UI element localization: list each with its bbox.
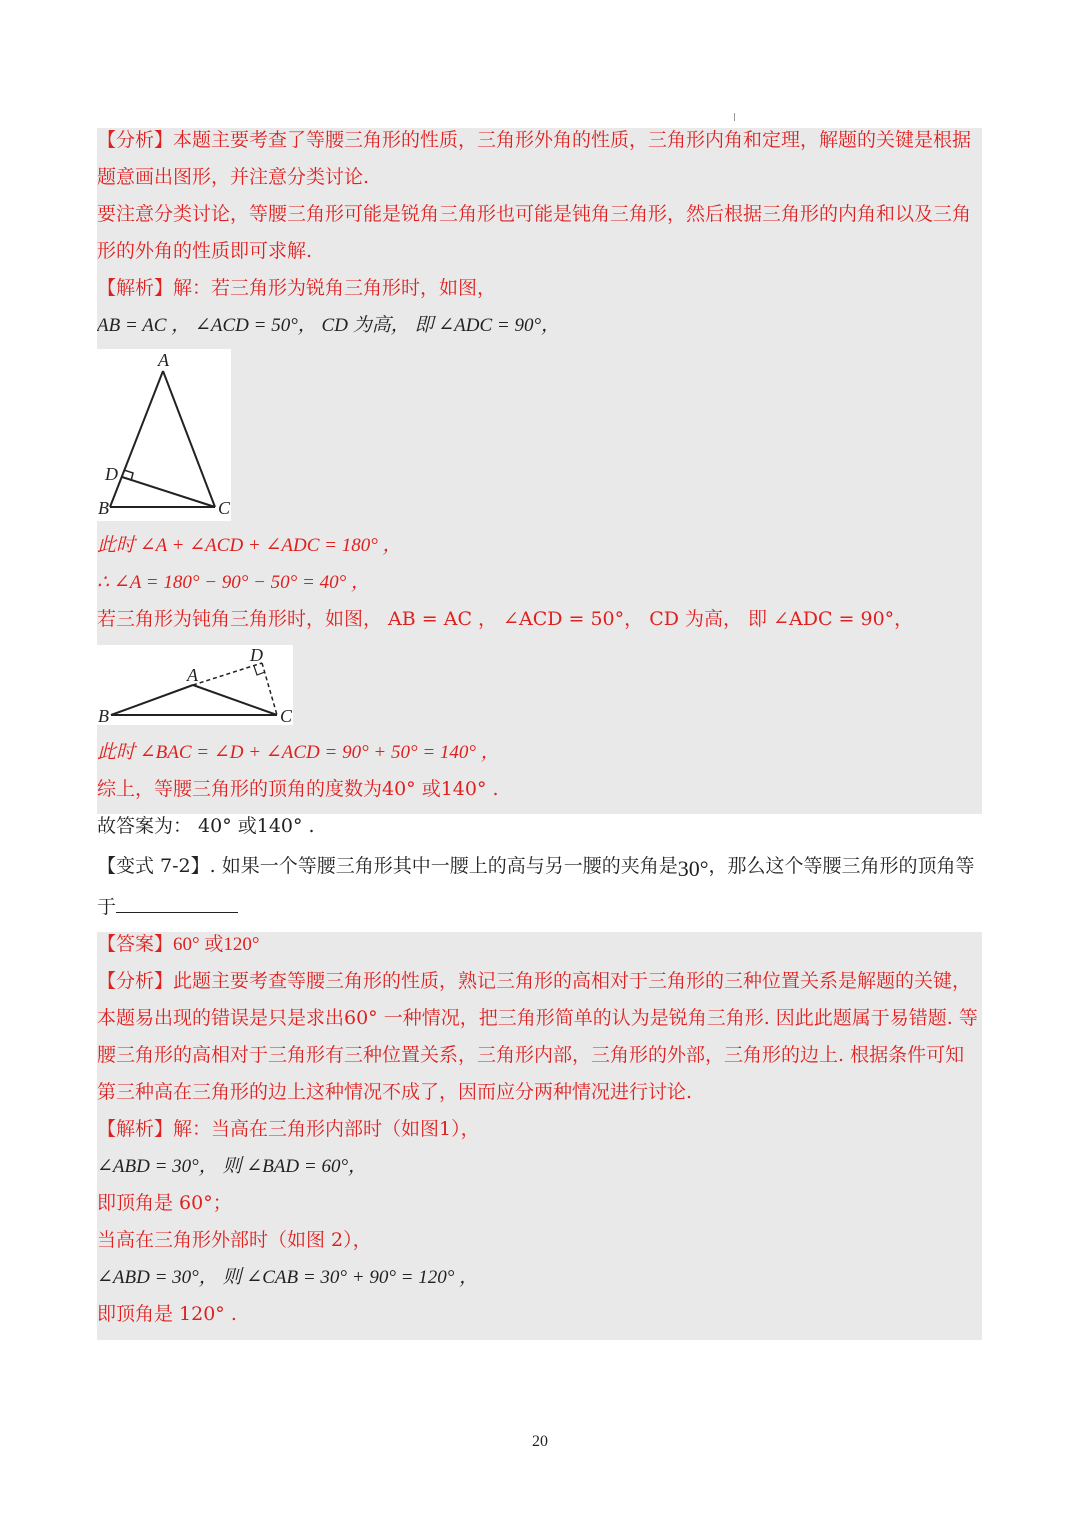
answer-tag: 【答案】 — [97, 933, 174, 955]
fig1-label-b: B — [98, 498, 109, 518]
figure-obtuse-triangle — [97, 645, 293, 725]
step-line-5: 综上，等腰三角形的顶角的度数为40° 或140° . — [97, 778, 499, 800]
analysis-line-4: 形的外角的性质即可求解. — [97, 240, 313, 262]
analysis2-line-4: 第三种高在三角形的边上这种情况不成了，因而应分两种情况进行讨论. — [97, 1081, 693, 1103]
solution2-line-4: 当高在三角形外部时（如图 2）， — [97, 1229, 372, 1251]
fig1-label-a: A — [158, 350, 169, 370]
fig2-label-a: A — [187, 665, 198, 685]
analysis2-tag: 【分析】 — [97, 970, 174, 992]
solution2-line-2: ∠ABD = 30°， 则 ∠BAD = 60°， — [97, 1156, 368, 1177]
step-line-1: 此时 ∠A + ∠ACD + ∠ADC = 180° ， — [97, 535, 402, 556]
page-mark — [734, 113, 735, 121]
step-line-4: 此时 ∠BAC = ∠D + ∠ACD = 90° + 50° = 140° ， — [97, 742, 500, 763]
fig1-label-d: D — [105, 464, 118, 484]
question-tag: 【变式 7-2】 — [97, 855, 210, 877]
page-number: 20 — [532, 1433, 548, 1450]
analysis2-line-3: 腰三角形的高相对于三角形有三种位置关系，三角形内部，三角形的外部，三角形的边上. 根据条件可知 — [97, 1044, 965, 1066]
figure-acute-triangle — [97, 349, 231, 521]
question-line-1: 【变式 7-2】. 如果一个等腰三角形其中一腰上的高与另一腰的夹角是30°，那么这个等腰三角形的顶角等 — [97, 855, 975, 881]
step-line-3: 若三角形为钝角三角形时，如图， AB = AC ， ∠ACD = 50°， CD 为高， 即 ∠ADC = 90°， — [97, 608, 914, 630]
answer-tag-line — [97, 926, 982, 963]
answer-value: 60° 或120° — [173, 934, 260, 955]
analysis-line-1: 【分析】本题主要考查了等腰三角形的性质，三角形外角的性质，三角形内角和定理，解题的关键是根据 — [97, 129, 972, 151]
analysis-tag: 【分析】 — [97, 129, 174, 151]
solution2-line-6: 即顶角是 120° . — [97, 1303, 237, 1325]
fig1-label-c: C — [218, 498, 231, 518]
question-line-2: 于 — [97, 889, 982, 926]
fig2-label-b: B — [98, 706, 109, 725]
acute-triangle-svg — [97, 349, 231, 521]
solution-tag: 【解析】 — [97, 277, 174, 299]
fig2-label-c: C — [280, 706, 293, 725]
solution-line-1: 【解析】解：若三角形为锐角三角形时，如图， — [97, 277, 497, 299]
given-line: AB = AC ， ∠ACD = 50°， CD 为高， 即 ∠ADC = 90°， — [97, 315, 561, 336]
step-line-2: ∴ ∠A = 180° − 90° − 50° = 40° ， — [97, 572, 370, 593]
solution2-line-5: ∠ABD = 30°， 则 ∠CAB = 30° + 90° = 120° ， — [97, 1267, 479, 1288]
question-angle: 30° — [677, 856, 709, 881]
analysis-line-3: 要注意分类讨论，等腰三角形可能是锐角三角形也可能是钝角三角形，然后根据三角形的内角和以及三角 — [97, 203, 972, 225]
solution2-line-3: 即顶角是 60°； — [97, 1192, 232, 1214]
answer-line: 故答案为： 40° 或140° . — [97, 815, 315, 837]
analysis2-line-2: 本题易出现的错误是只是求出60° 一种情况，把三角形简单的认为是锐角三角形. 因此此题属于易错题. 等 — [97, 1007, 978, 1029]
analysis2-line-1: 【分析】此题主要考查等腰三角形的性质，熟记三角形的高相对于三角形的三种位置关系是解题的关键， — [97, 970, 972, 992]
fig2-label-d: D — [250, 645, 263, 665]
obtuse-triangle-svg — [97, 645, 293, 725]
analysis-line-2: 题意画出图形，并注意分类讨论. — [97, 166, 370, 188]
answer-blank — [116, 894, 238, 913]
solution2-tag: 【解析】 — [97, 1118, 174, 1140]
solution2-line-1: 【解析】解：当高在三角形内部时（如图1）， — [97, 1118, 480, 1140]
